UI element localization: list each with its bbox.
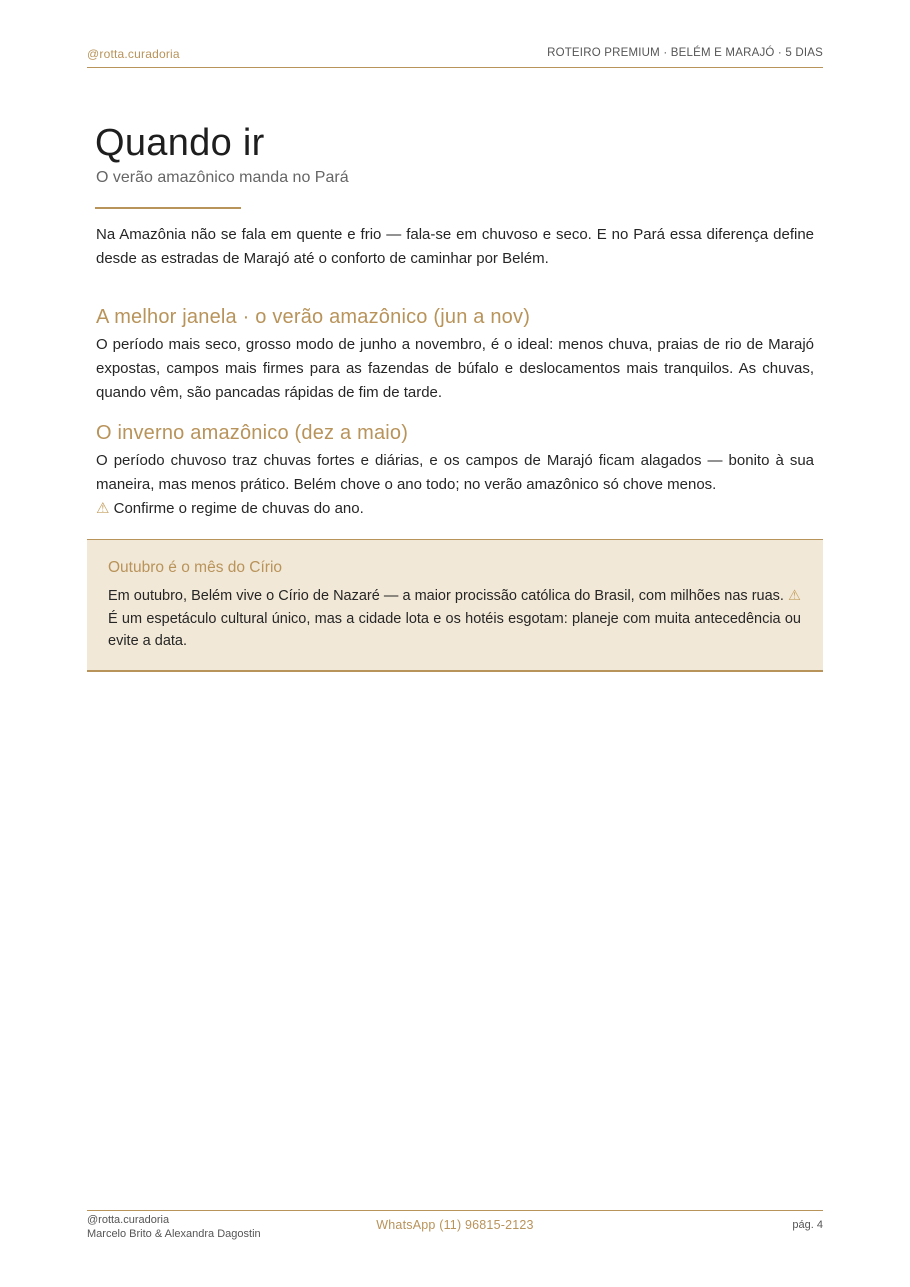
page-title: Quando ir (95, 122, 265, 164)
page-footer (87, 1210, 823, 1251)
callout-text-after: É um espetáculo cultural único, mas a cidade lota e os hotéis esgotam: planeje com muita antecedência ou evite a data. (108, 610, 801, 649)
header-doc-label: ROTEIRO PREMIUM · BELÉM E MARAJÓ · 5 DIAS (547, 47, 823, 59)
title-divider (95, 207, 241, 209)
section-heading-wet-season: O inverno amazônico (dez a maio) (96, 422, 409, 444)
section-body-wet-season (96, 449, 814, 521)
intro-paragraph: Na Amazônia não se fala em quente e frio — fala-se em chuvoso e seco. E no Pará essa diferença define desde as estradas de Marajó até o conforto de caminhar por Belém. (96, 226, 814, 267)
page-header (87, 44, 823, 68)
callout-text (108, 585, 801, 653)
callout-text-before: Em outubro, Belém vive o Círio de Nazaré — a maior procissão católica do Brasil, com milhões nas ruas. (108, 588, 784, 604)
section-body-dry-season: O período mais seco, grosso modo de junho a novembro, é o ideal: menos chuva, praias de rio de Marajó expostas, campos mais firmes para as fazendas de búfalo e deslocamentos mais tranquilos. As chuvas, quando vêm, são pancadas rápidas de fim de tarde. (96, 336, 814, 401)
footer-page-number: pág. 4 (792, 1219, 823, 1231)
callout-title: Outubro é o mês do Círio (108, 559, 283, 576)
warning-icon: ⚠ (96, 500, 110, 517)
footer-authors: Marcelo Brito & Alexandra Dagostin (87, 1228, 261, 1240)
section-warning-text: Confirme o regime de chuvas do ano. (113, 500, 364, 517)
page-subtitle: O verão amazônico manda no Pará (96, 169, 349, 186)
footer-whatsapp: WhatsApp (11) 96815-2123 (376, 1218, 534, 1232)
section-heading-dry-season: A melhor janela · o verão amazônico (jun a nov) (96, 306, 531, 328)
cirio-callout-box (87, 539, 823, 672)
warning-icon: ⚠ (788, 588, 801, 604)
footer-brand: @rotta.curadoria (87, 1214, 170, 1226)
section-body-wet-season-text: O período chuvoso traz chuvas fortes e diárias, e os campos de Marajó ficam alagados — bonito à sua maneira, mas menos prático. Belém chove o ano todo; no verão amazônico só chove menos. (96, 452, 814, 493)
header-brand: @rotta.curadoria (87, 47, 180, 61)
